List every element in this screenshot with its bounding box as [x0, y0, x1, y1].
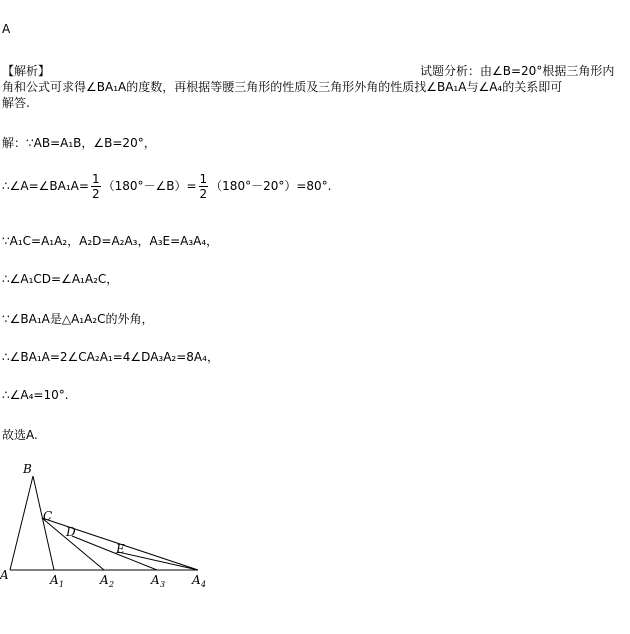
solution-line-2-pre: ∴∠A=∠BA₁A= — [2, 179, 89, 193]
solution-line-3: ∵A₁C=A₁A₂，A₂D=A₂A₃，A₃E=A₃A₄， — [2, 234, 219, 248]
solution-line-6: ∴∠BA₁A=2∠CA₂A₁=4∠DA₃A₂=8A₄， — [2, 350, 219, 364]
triangle-figure — [0, 455, 220, 595]
label-a: A — [0, 568, 9, 582]
solution-line-1: 解：∵AB=A₁B，∠B=20°， — [2, 136, 156, 150]
label-a2: A — [100, 573, 109, 587]
label-a1: A — [50, 573, 59, 587]
segment-ba1 — [33, 476, 54, 570]
answer-text: A — [2, 22, 11, 36]
solution-line-7: ∴∠A₄=10°. — [2, 388, 69, 402]
label-b: B — [23, 462, 32, 476]
fraction-half-1 — [91, 172, 101, 201]
solution-line-2 — [2, 172, 332, 201]
label-a3-sub: 3 — [160, 580, 166, 589]
label-c: C — [43, 509, 53, 523]
fraction-half-2 — [199, 172, 209, 201]
analysis-intro-right: 试题分析：由∠B=20°根据三角形内 — [420, 64, 615, 78]
label-a4-sub: 4 — [201, 580, 207, 589]
solution-line-2-post: （180°－20°）=80°. — [210, 179, 332, 193]
fraction-denominator: 2 — [199, 187, 208, 201]
solution-line-5: ∵∠BA₁A是△A₁A₂C的外角， — [2, 312, 154, 326]
fraction-numerator: 1 — [91, 172, 100, 186]
fraction-numerator: 1 — [199, 172, 208, 186]
segment-da3 — [72, 536, 157, 570]
label-a4: A — [192, 573, 201, 587]
label-a1-sub: 1 — [59, 580, 65, 589]
label-e: E — [116, 542, 125, 556]
label-d: D — [66, 525, 76, 539]
fraction-denominator: 2 — [91, 187, 100, 201]
solution-line-8: 故选A. — [2, 428, 38, 442]
analysis-intro-line2: 角和公式可求得∠BA₁A的度数，再根据等腰三角形的性质及三角形外角的性质找∠BA₁A与∠A₄的关系即可 — [2, 80, 563, 94]
solution-line-2-mid: （180°－∠B）= — [102, 179, 197, 193]
segment-ea4 — [118, 552, 198, 570]
solution-line-4: ∴∠A₁CD=∠A₁A₂C， — [2, 272, 119, 286]
label-a3: A — [151, 573, 160, 587]
analysis-intro-line3: 解答. — [2, 96, 30, 110]
label-a2-sub: 2 — [109, 580, 115, 589]
analysis-heading: 【解析】 — [2, 64, 51, 78]
segment-ab — [10, 476, 33, 570]
